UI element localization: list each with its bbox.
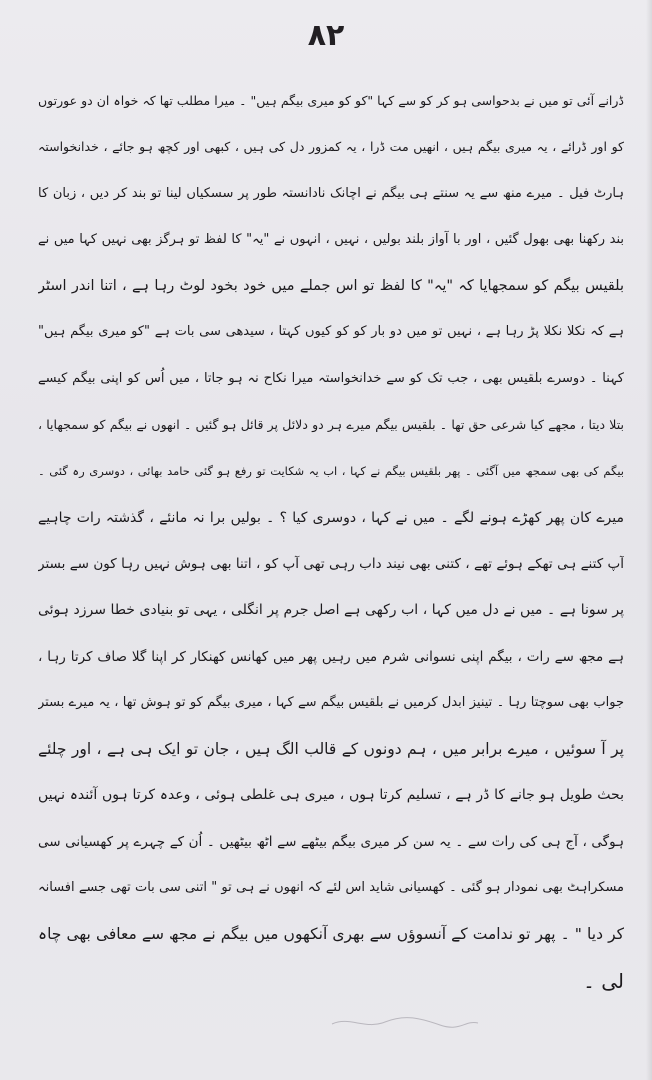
text-line: بلقیس بیگم کو سمجھایا کہ "یہ" کا لفظ تو اس جملے میں خود بخود لوٹ رہا ہے ، اتنا اندر اسٹر [38,278,624,295]
text-line: جواب بھی سوچتا رہا ۔ تینیز ابدل کرمیں نے بلقیس بیگم سے کہا ، میری بیگم کو تو ہوش تھا ، یہ میرے بستر [38,694,624,710]
text-line: کو اور ڈرائے ، یہ میری بیگم ہیں ، انھیں مت ڈرا ، یہ کمزور دل کی ہیں ، کبھی اور کچھ ہو جائے ، خدانخواستہ [38,139,624,155]
text-line: بیگم کی بھی سمجھ میں آگئی ۔ پھر بلقیس بیگم نے کہا ، اب یہ شکایت تو رفع ہو گئی حامد بھائی ، دوسری رہ گئی ۔ [38,464,624,479]
page-number: ۸۲ [307,18,345,53]
body-text [38,78,624,1004]
text-line: ہوگی ، آج ہی کی رات سے ۔ یہ سن کر میری بیگم بیٹھے سے اٹھ بیٹھیں ۔ اُن کے چہرے پر کھسیانی سی [38,833,624,850]
faint-pencil-mark [330,1010,480,1034]
text-line: بند رکھنا بھی بھول گئیں ، اور با آواز بلند بولیں ، نہیں ، انہوں نے "یہ" کا لفظ تو ہرگز بھی نہیں کہا میں نے [38,231,624,247]
text-line: کہنا ۔ دوسرے بلقیس بھی ، جب تک کو سے خدانخواستہ میرا نکاح نہ ہو جاتا ، میں اُس کو اپنی بیگم کیسے [38,370,624,386]
page-edge-shadow [646,0,652,1080]
text-line: آپ کتنے ہی تھکے ہوئے تھے ، کتنی بھی نیند داب رہی تھی آپ کو ، اتنا بھی ہوش نہیں رہا کون سے بستر [38,555,624,572]
text-line: بتلا دیتا ، مجھے کیا شرعی حق تھا ۔ بلقیس بیگم میرے ہر دو دلائل پر قائل ہو گئیں ۔ انھوں نے بیگم کو سمجھایا ، [38,417,624,433]
text-line: لی ۔ [583,968,624,993]
text-line: مسکراہٹ بھی نمودار ہو گئی ۔ کھسیانی شاید اس لئے کہ انھوں نے ہی تو " اتنی سی بات تھی جسے افسانہ [38,880,624,896]
text-line: ہے مجھ سے رات ، بیگم اپنی نسوانی شرم میں رہیں پھر میں کھانس کھنکار کر اپنا گلا صاف کرتا رہا ، [38,648,624,665]
text-line: ڈرانے آئی تو میں نے بدحواسی ہو کر کو سے کہا "کو کو میری بیگم ہیں" ۔ میرا مطلب تھا کہ خواہ ان دو عورتوں [38,93,624,108]
text-line: ہے کہ نکلا نکلا پڑ رہا ہے ، نہیں تو میں دو بار کو کو کیوں کہتا ، سیدھی سی بات ہے "کو میری بیگم ہیں" [38,324,624,340]
text-line: کر دیا " ۔ پھر تو ندامت کے آنسوؤں سے بھری آنکھوں میں بیگم نے مجھ سے معافی بھی چاہ [38,925,624,944]
text-line: بحث طویل ہو جانے کا ڈر ہے ، تسلیم کرتا ہوں ، میری ہی غلطی ہوئی ، وعدہ کرتا ہوں آئندہ نہیں [38,787,624,804]
text-line: پر سونا ہے ۔ میں نے دل میں کہا ، اب رکھی ہے اصل جرم پر انگلی ، یہی تو بنیادی خطا سرزد ہوئی [38,602,624,619]
text-line: میرے کان پھر کھڑے ہونے لگے ۔ میں نے کہا ، دوسری کیا ؟ ۔ بولیں برا نہ مانئے ، گذشتہ رات چاہیے [38,509,624,526]
text-line: ہارٹ فیل ۔ میرے منھ سے یہ سنتے ہی بیگم نے اچانک نادانستہ طور پر سسکیاں لینا تو بند کر دیں ، زبان کا [38,185,624,201]
text-line: پر آ سوئیں ، میرے برابر میں ، ہم دونوں کے قالب الگ ہیں ، جان تو ایک ہی ہے ، اور چلئے [38,740,624,759]
